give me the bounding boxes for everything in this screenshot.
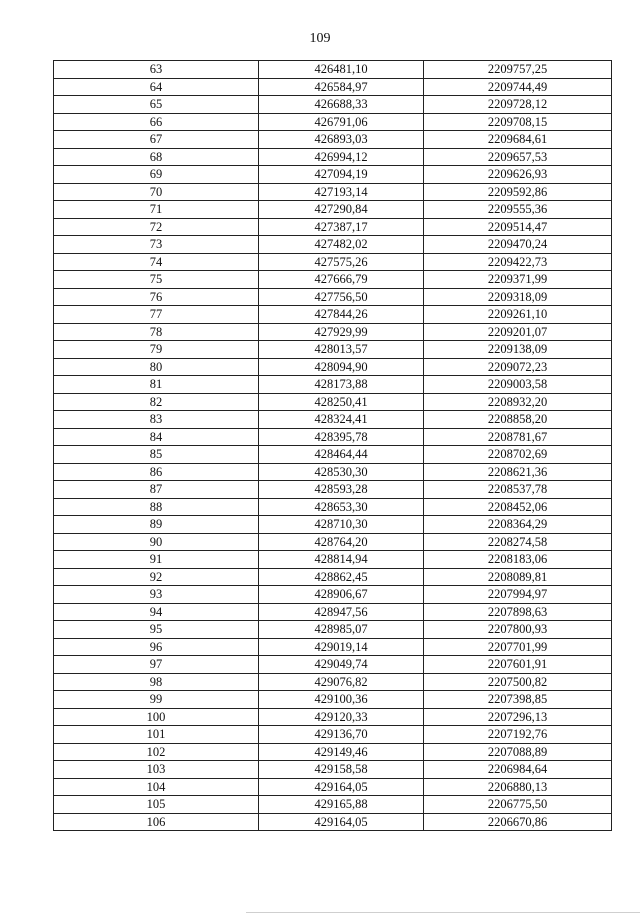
x-coordinate-cell: 426584,97 <box>259 78 424 96</box>
point-number-cell: 65 <box>54 96 259 114</box>
table-row <box>54 113 612 131</box>
y-coordinate-cell: 2209470,24 <box>424 236 612 254</box>
table-row <box>54 218 612 236</box>
table-row <box>54 638 612 656</box>
x-coordinate-cell: 428985,07 <box>259 621 424 639</box>
y-coordinate-cell: 2207898,63 <box>424 603 612 621</box>
y-coordinate-cell: 2208858,20 <box>424 411 612 429</box>
table-row <box>54 61 612 79</box>
table-row <box>54 148 612 166</box>
point-number-cell: 103 <box>54 761 259 779</box>
x-coordinate-cell: 427387,17 <box>259 218 424 236</box>
point-number-cell: 79 <box>54 341 259 359</box>
y-coordinate-cell: 2207296,13 <box>424 708 612 726</box>
point-number-cell: 73 <box>54 236 259 254</box>
x-coordinate-cell: 429149,46 <box>259 743 424 761</box>
coordinates-table <box>53 60 612 831</box>
y-coordinate-cell: 2207701,99 <box>424 638 612 656</box>
x-coordinate-cell: 429100,36 <box>259 691 424 709</box>
table-row <box>54 533 612 551</box>
table-row <box>54 253 612 271</box>
x-coordinate-cell: 428395,78 <box>259 428 424 446</box>
x-coordinate-cell: 428530,30 <box>259 463 424 481</box>
point-number-cell: 82 <box>54 393 259 411</box>
point-number-cell: 92 <box>54 568 259 586</box>
y-coordinate-cell: 2209138,09 <box>424 341 612 359</box>
x-coordinate-cell: 427575,26 <box>259 253 424 271</box>
point-number-cell: 90 <box>54 533 259 551</box>
point-number-cell: 95 <box>54 621 259 639</box>
point-number-cell: 99 <box>54 691 259 709</box>
table-row <box>54 78 612 96</box>
table-row <box>54 411 612 429</box>
point-number-cell: 102 <box>54 743 259 761</box>
x-coordinate-cell: 428764,20 <box>259 533 424 551</box>
table-row <box>54 673 612 691</box>
point-number-cell: 85 <box>54 446 259 464</box>
point-number-cell: 97 <box>54 656 259 674</box>
table-row <box>54 708 612 726</box>
x-coordinate-cell: 428013,57 <box>259 341 424 359</box>
y-coordinate-cell: 2207601,91 <box>424 656 612 674</box>
x-coordinate-cell: 426893,03 <box>259 131 424 149</box>
x-coordinate-cell: 429164,05 <box>259 778 424 796</box>
table-row <box>54 603 612 621</box>
y-coordinate-cell: 2206670,86 <box>424 813 612 831</box>
point-number-cell: 96 <box>54 638 259 656</box>
y-coordinate-cell: 2209072,23 <box>424 358 612 376</box>
x-coordinate-cell: 428906,67 <box>259 586 424 604</box>
y-coordinate-cell: 2207398,85 <box>424 691 612 709</box>
y-coordinate-cell: 2209201,07 <box>424 323 612 341</box>
point-number-cell: 64 <box>54 78 259 96</box>
x-coordinate-cell: 428593,28 <box>259 481 424 499</box>
x-coordinate-cell: 427844,26 <box>259 306 424 324</box>
x-coordinate-cell: 428947,56 <box>259 603 424 621</box>
table-row <box>54 376 612 394</box>
y-coordinate-cell: 2209592,86 <box>424 183 612 201</box>
point-number-cell: 77 <box>54 306 259 324</box>
table-row <box>54 288 612 306</box>
table-row <box>54 778 612 796</box>
point-number-cell: 86 <box>54 463 259 481</box>
x-coordinate-cell: 429076,82 <box>259 673 424 691</box>
y-coordinate-cell: 2207800,93 <box>424 621 612 639</box>
point-number-cell: 68 <box>54 148 259 166</box>
y-coordinate-cell: 2208621,36 <box>424 463 612 481</box>
table-row <box>54 498 612 516</box>
y-coordinate-cell: 2208452,06 <box>424 498 612 516</box>
point-number-cell: 84 <box>54 428 259 446</box>
x-coordinate-cell: 428173,88 <box>259 376 424 394</box>
x-coordinate-cell: 428324,41 <box>259 411 424 429</box>
y-coordinate-cell: 2209744,49 <box>424 78 612 96</box>
table-row <box>54 393 612 411</box>
x-coordinate-cell: 429120,33 <box>259 708 424 726</box>
table-row <box>54 568 612 586</box>
y-coordinate-cell: 2208183,06 <box>424 551 612 569</box>
table-row <box>54 358 612 376</box>
point-number-cell: 91 <box>54 551 259 569</box>
x-coordinate-cell: 429165,88 <box>259 796 424 814</box>
y-coordinate-cell: 2209728,12 <box>424 96 612 114</box>
table-row <box>54 131 612 149</box>
y-coordinate-cell: 2206880,13 <box>424 778 612 796</box>
x-coordinate-cell: 428250,41 <box>259 393 424 411</box>
x-coordinate-cell: 429164,05 <box>259 813 424 831</box>
y-coordinate-cell: 2209555,36 <box>424 201 612 219</box>
point-number-cell: 104 <box>54 778 259 796</box>
y-coordinate-cell: 2208932,20 <box>424 393 612 411</box>
x-coordinate-cell: 428710,30 <box>259 516 424 534</box>
point-number-cell: 81 <box>54 376 259 394</box>
page-number: 109 <box>309 31 331 46</box>
y-coordinate-cell: 2209708,15 <box>424 113 612 131</box>
point-number-cell: 74 <box>54 253 259 271</box>
table-row <box>54 743 612 761</box>
table-row <box>54 271 612 289</box>
table-row <box>54 428 612 446</box>
x-coordinate-cell: 426791,06 <box>259 113 424 131</box>
x-coordinate-cell: 429019,14 <box>259 638 424 656</box>
point-number-cell: 100 <box>54 708 259 726</box>
y-coordinate-cell: 2209626,93 <box>424 166 612 184</box>
y-coordinate-cell: 2206775,50 <box>424 796 612 814</box>
point-number-cell: 66 <box>54 113 259 131</box>
x-coordinate-cell: 429136,70 <box>259 726 424 744</box>
bottom-divider <box>246 912 640 913</box>
x-coordinate-cell: 426481,10 <box>259 61 424 79</box>
table-row <box>54 621 612 639</box>
x-coordinate-cell: 427094,19 <box>259 166 424 184</box>
point-number-cell: 76 <box>54 288 259 306</box>
y-coordinate-cell: 2209757,25 <box>424 61 612 79</box>
y-coordinate-cell: 2209261,10 <box>424 306 612 324</box>
table-row <box>54 813 612 831</box>
y-coordinate-cell: 2209371,99 <box>424 271 612 289</box>
x-coordinate-cell: 429049,74 <box>259 656 424 674</box>
y-coordinate-cell: 2209422,73 <box>424 253 612 271</box>
point-number-cell: 89 <box>54 516 259 534</box>
point-number-cell: 78 <box>54 323 259 341</box>
table-row <box>54 201 612 219</box>
table-row <box>54 183 612 201</box>
y-coordinate-cell: 2208781,67 <box>424 428 612 446</box>
table-row <box>54 306 612 324</box>
point-number-cell: 80 <box>54 358 259 376</box>
y-coordinate-cell: 2209514,47 <box>424 218 612 236</box>
point-number-cell: 106 <box>54 813 259 831</box>
y-coordinate-cell: 2209003,58 <box>424 376 612 394</box>
x-coordinate-cell: 428653,30 <box>259 498 424 516</box>
table-row <box>54 586 612 604</box>
table-row <box>54 551 612 569</box>
x-coordinate-cell: 428862,45 <box>259 568 424 586</box>
point-number-cell: 67 <box>54 131 259 149</box>
y-coordinate-cell: 2207192,76 <box>424 726 612 744</box>
point-number-cell: 70 <box>54 183 259 201</box>
x-coordinate-cell: 427929,99 <box>259 323 424 341</box>
x-coordinate-cell: 427666,79 <box>259 271 424 289</box>
y-coordinate-cell: 2208089,81 <box>424 568 612 586</box>
y-coordinate-cell: 2206984,64 <box>424 761 612 779</box>
y-coordinate-cell: 2207500,82 <box>424 673 612 691</box>
table-row <box>54 726 612 744</box>
x-coordinate-cell: 428464,44 <box>259 446 424 464</box>
table-row <box>54 481 612 499</box>
table-row <box>54 446 612 464</box>
x-coordinate-cell: 428814,94 <box>259 551 424 569</box>
table-row <box>54 796 612 814</box>
point-number-cell: 75 <box>54 271 259 289</box>
x-coordinate-cell: 429158,58 <box>259 761 424 779</box>
y-coordinate-cell: 2207088,89 <box>424 743 612 761</box>
point-number-cell: 105 <box>54 796 259 814</box>
x-coordinate-cell: 427193,14 <box>259 183 424 201</box>
point-number-cell: 71 <box>54 201 259 219</box>
point-number-cell: 98 <box>54 673 259 691</box>
y-coordinate-cell: 2208274,58 <box>424 533 612 551</box>
table-row <box>54 323 612 341</box>
y-coordinate-cell: 2208537,78 <box>424 481 612 499</box>
y-coordinate-cell: 2209318,09 <box>424 288 612 306</box>
y-coordinate-cell: 2208702,69 <box>424 446 612 464</box>
x-coordinate-cell: 426994,12 <box>259 148 424 166</box>
x-coordinate-cell: 427482,02 <box>259 236 424 254</box>
table-row <box>54 341 612 359</box>
table-row <box>54 761 612 779</box>
table-row <box>54 236 612 254</box>
point-number-cell: 94 <box>54 603 259 621</box>
x-coordinate-cell: 428094,90 <box>259 358 424 376</box>
table-row <box>54 656 612 674</box>
y-coordinate-cell: 2207994,97 <box>424 586 612 604</box>
y-coordinate-cell: 2209684,61 <box>424 131 612 149</box>
point-number-cell: 63 <box>54 61 259 79</box>
table-row <box>54 166 612 184</box>
coordinates-table-body <box>54 61 612 831</box>
y-coordinate-cell: 2209657,53 <box>424 148 612 166</box>
table-row <box>54 691 612 709</box>
table-row <box>54 516 612 534</box>
x-coordinate-cell: 426688,33 <box>259 96 424 114</box>
point-number-cell: 88 <box>54 498 259 516</box>
x-coordinate-cell: 427290,84 <box>259 201 424 219</box>
point-number-cell: 83 <box>54 411 259 429</box>
table-row <box>54 96 612 114</box>
point-number-cell: 101 <box>54 726 259 744</box>
point-number-cell: 87 <box>54 481 259 499</box>
point-number-cell: 93 <box>54 586 259 604</box>
y-coordinate-cell: 2208364,29 <box>424 516 612 534</box>
table-row <box>54 463 612 481</box>
x-coordinate-cell: 427756,50 <box>259 288 424 306</box>
point-number-cell: 72 <box>54 218 259 236</box>
point-number-cell: 69 <box>54 166 259 184</box>
